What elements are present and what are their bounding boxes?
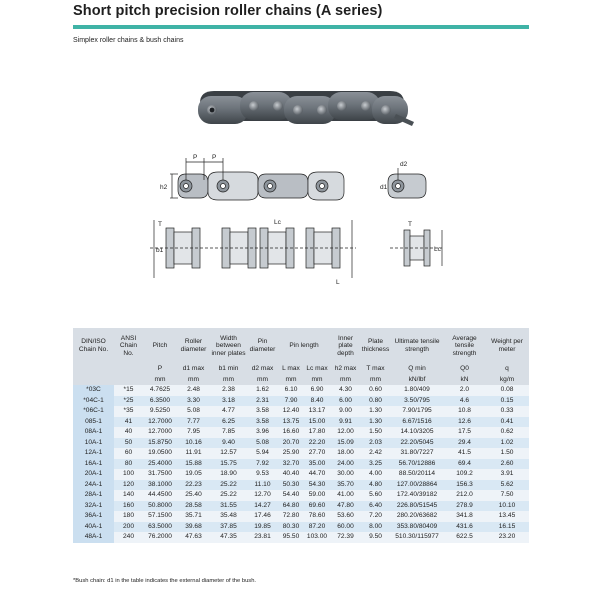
- unit-cell: kN: [444, 374, 485, 385]
- table-cell: 18.90: [210, 469, 247, 480]
- table-cell: 31.55: [210, 501, 247, 512]
- table-cell: 353.80/80409: [390, 522, 444, 533]
- table-cell: 23.81: [247, 532, 278, 543]
- table-cell: 12A-1: [73, 448, 114, 459]
- drawing-label-d2: d2: [400, 161, 408, 168]
- table-cell: 7.20: [361, 511, 390, 522]
- drawing-label-l: L: [336, 279, 340, 286]
- table-cell: 15.75: [210, 459, 247, 470]
- table-cell: 35.71: [177, 511, 210, 522]
- table-cell: 12.40: [278, 406, 304, 417]
- table-cell: 172.40/39182: [390, 490, 444, 501]
- table-cell: 3.91: [485, 469, 529, 480]
- table-cell: 280.20/63682: [390, 511, 444, 522]
- table-cell: 17.46: [247, 511, 278, 522]
- table-cell: 11.91: [177, 448, 210, 459]
- table-cell: 622.5: [444, 532, 485, 543]
- table-cell: 54.40: [278, 490, 304, 501]
- table-cell: 5.08: [177, 406, 210, 417]
- header-width-inner-plates: Width between inner plates: [210, 328, 247, 364]
- table-cell: 47.63: [177, 532, 210, 543]
- table-cell: 88.50/20114: [390, 469, 444, 480]
- table-cell: 29.4: [444, 438, 485, 449]
- table-row: [73, 501, 529, 512]
- table-cell: 31.7500: [143, 469, 177, 480]
- table-cell: 14.10/3205: [390, 427, 444, 438]
- table-cell: 3.50/795: [390, 396, 444, 407]
- symbol-cell: b1 min: [210, 364, 247, 374]
- table-cell: 50.30: [278, 480, 304, 491]
- table-cell: 7.90/1795: [390, 406, 444, 417]
- symbol-cell: T max: [361, 364, 390, 374]
- table-cell: 19.0500: [143, 448, 177, 459]
- symbol-cell: [73, 364, 114, 374]
- table-cell: 3.30: [177, 396, 210, 407]
- unit-cell: [114, 374, 143, 385]
- table-cell: 80: [114, 459, 143, 470]
- table-cell: 3.96: [247, 427, 278, 438]
- table-cell: 25.22: [210, 490, 247, 501]
- table-cell: 085-1: [73, 417, 114, 428]
- table-cell: 4.30: [330, 385, 361, 396]
- table-cell: 1.50: [485, 448, 529, 459]
- table-cell: 7.50: [485, 490, 529, 501]
- drawing-label-pitch: P: [193, 154, 198, 161]
- table-row: [73, 406, 529, 417]
- table-cell: 40.40: [278, 469, 304, 480]
- unit-cell: kg/m: [485, 374, 529, 385]
- table-cell: 64.80: [278, 501, 304, 512]
- table-cell: 510.30/115977: [390, 532, 444, 543]
- table-cell: 6.67/1516: [390, 417, 444, 428]
- table-cell: 2.42: [361, 448, 390, 459]
- unit-cell: mm: [304, 374, 330, 385]
- symbol-cell: h2 max: [330, 364, 361, 374]
- table-cell: 9.00: [330, 406, 361, 417]
- table-cell: 28A-1: [73, 490, 114, 501]
- page-subtitle: Simplex roller chains & bush chains: [73, 37, 184, 44]
- table-cell: 12.7000: [143, 427, 177, 438]
- table-cell: 0.60: [361, 385, 390, 396]
- drawing-label-lc-end: Lc: [434, 246, 441, 253]
- table-cell: 28.58: [177, 501, 210, 512]
- header-din-chain-no: DIN/ISO Chain No.: [73, 328, 114, 364]
- table-cell: 1.50: [361, 427, 390, 438]
- table-cell: 36A-1: [73, 511, 114, 522]
- table-cell: 9.53: [247, 469, 278, 480]
- symbol-cell: d1 max: [177, 364, 210, 374]
- table-cell: 44.4500: [143, 490, 177, 501]
- table-cell: 3.58: [247, 406, 278, 417]
- table-cell: 31.80/7227: [390, 448, 444, 459]
- table-cell: 7.90: [278, 396, 304, 407]
- symbol-cell: [114, 364, 143, 374]
- table-cell: 17.80: [304, 427, 330, 438]
- table-cell: 15.00: [304, 417, 330, 428]
- table-cell: 69.4: [444, 459, 485, 470]
- table-cell: 63.5000: [143, 522, 177, 533]
- page-title: Short pitch precision roller chains (A series): [73, 3, 383, 19]
- table-cell: 17.5: [444, 427, 485, 438]
- table-cell: 6.90: [304, 385, 330, 396]
- table-cell: 0.08: [485, 385, 529, 396]
- table-cell: 25.4000: [143, 459, 177, 470]
- table-cell: 2.38: [210, 385, 247, 396]
- table-cell: 35.00: [304, 459, 330, 470]
- table-cell: 56.70/12886: [390, 459, 444, 470]
- table-cell: 95.50: [278, 532, 304, 543]
- table-cell: 10.8: [444, 406, 485, 417]
- table-cell: 4.77: [210, 406, 247, 417]
- table-cell: 76.2000: [143, 532, 177, 543]
- table-cell: 7.95: [177, 427, 210, 438]
- table-cell: 12.00: [330, 427, 361, 438]
- table-cell: 120: [114, 480, 143, 491]
- table-cell: 5.62: [485, 480, 529, 491]
- table-cell: 240: [114, 532, 143, 543]
- table-cell: 1.62: [247, 385, 278, 396]
- table-cell: 39.68: [177, 522, 210, 533]
- table-cell: 0.62: [485, 427, 529, 438]
- table-cell: 13.45: [485, 511, 529, 522]
- unit-cell: kN/lbf: [390, 374, 444, 385]
- symbol-cell: P: [143, 364, 177, 374]
- table-cell: 200: [114, 522, 143, 533]
- unit-cell: mm: [143, 374, 177, 385]
- table-cell: 10.10: [485, 501, 529, 512]
- table-cell: *25: [114, 396, 143, 407]
- table-cell: 12.7000: [143, 417, 177, 428]
- spec-table: [73, 328, 529, 543]
- symbol-cell: Q min: [390, 364, 444, 374]
- table-cell: 2.03: [361, 438, 390, 449]
- table-cell: 35.48: [210, 511, 247, 522]
- table-cell: 20.70: [278, 438, 304, 449]
- table-row: [73, 490, 529, 501]
- header-inner-plate-depth: Inner plate depth: [330, 328, 361, 364]
- table-cell: 9.50: [361, 532, 390, 543]
- table-cell: 14.27: [247, 501, 278, 512]
- header-pin-length: Pin length: [278, 328, 330, 364]
- table-cell: 103.00: [304, 532, 330, 543]
- table-cell: 1.80/409: [390, 385, 444, 396]
- table-cell: 9.40: [210, 438, 247, 449]
- table-cell: 41: [114, 417, 143, 428]
- table-cell: 23.20: [485, 532, 529, 543]
- title-underline: [73, 25, 529, 29]
- header-plate-thickness: Plate thickness: [361, 328, 390, 364]
- header-ultimate-tensile: Ultimate tensile strength: [390, 328, 444, 364]
- drawing-label-b1: b1: [156, 247, 164, 254]
- table-cell: 19.05: [177, 469, 210, 480]
- table-cell: 4.80: [361, 480, 390, 491]
- table-cell: 4.7625: [143, 385, 177, 396]
- drawing-label-d1: d1: [380, 184, 388, 191]
- table-row: [73, 532, 529, 543]
- table-cell: 22.20/5045: [390, 438, 444, 449]
- table-row: [73, 396, 529, 407]
- table-cell: 3.25: [361, 459, 390, 470]
- drawing-label-t-end: T: [408, 221, 412, 228]
- table-cell: 25.22: [210, 480, 247, 491]
- table-cell: 24.00: [330, 459, 361, 470]
- table-cell: 6.10: [278, 385, 304, 396]
- table-row: [73, 385, 529, 396]
- table-cell: 24A-1: [73, 480, 114, 491]
- symbol-cell: Lc max: [304, 364, 330, 374]
- table-row: [73, 469, 529, 480]
- unit-cell: mm: [210, 374, 247, 385]
- table-cell: 7.77: [177, 417, 210, 428]
- table-row: [73, 417, 529, 428]
- table-cell: 7.85: [210, 427, 247, 438]
- table-cell: 9.5250: [143, 406, 177, 417]
- table-row: [73, 511, 529, 522]
- table-cell: 15.09: [330, 438, 361, 449]
- unit-cell: mm: [177, 374, 210, 385]
- table-cell: 5.60: [361, 490, 390, 501]
- table-cell: 156.3: [444, 480, 485, 491]
- table-cell: 48A-1: [73, 532, 114, 543]
- table-cell: 41.5: [444, 448, 485, 459]
- table-cell: 6.3500: [143, 396, 177, 407]
- table-cell: 0.80: [361, 396, 390, 407]
- table-cell: 12.57: [210, 448, 247, 459]
- table-cell: 100: [114, 469, 143, 480]
- table-cell: 30.00: [330, 469, 361, 480]
- chain-photo: [190, 78, 420, 138]
- header-ansi-chain-no: ANSI Chain No.: [114, 328, 143, 364]
- table-cell: 57.1500: [143, 511, 177, 522]
- table-cell: 50: [114, 438, 143, 449]
- table-cell: 2.48: [177, 385, 210, 396]
- table-cell: *04C-1: [73, 396, 114, 407]
- table-cell: 6.40: [361, 501, 390, 512]
- table-cell: 87.20: [304, 522, 330, 533]
- table-cell: 180: [114, 511, 143, 522]
- table-cell: 80.30: [278, 522, 304, 533]
- table-cell: 10A-1: [73, 438, 114, 449]
- footnote: *Bush chain: d1 in the table indicates the external diameter of the bush.: [73, 578, 257, 584]
- table-row: [73, 427, 529, 438]
- table-cell: 60.00: [330, 522, 361, 533]
- table-cell: 35.70: [330, 480, 361, 491]
- table-cell: *06C-1: [73, 406, 114, 417]
- header-pin-diameter: Pin diameter: [247, 328, 278, 364]
- table-cell: 32.70: [278, 459, 304, 470]
- unit-cell: mm: [247, 374, 278, 385]
- table-row: [73, 448, 529, 459]
- table-cell: 32A-1: [73, 501, 114, 512]
- table-cell: 6.00: [330, 396, 361, 407]
- unit-cell: mm: [361, 374, 390, 385]
- drawing-label-h2: h2: [160, 184, 168, 191]
- drawing-label-t: T: [158, 221, 162, 228]
- table-cell: 2.60: [485, 459, 529, 470]
- header-roller-diameter: Roller diameter: [177, 328, 210, 364]
- table-cell: 78.60: [304, 511, 330, 522]
- table-cell: 9.91: [330, 417, 361, 428]
- table-cell: 12.70: [247, 490, 278, 501]
- table-cell: 37.85: [210, 522, 247, 533]
- table-cell: 5.08: [247, 438, 278, 449]
- table-cell: 1.02: [485, 438, 529, 449]
- table-cell: 72.39: [330, 532, 361, 543]
- table-cell: 0.41: [485, 417, 529, 428]
- table-cell: 16.60: [278, 427, 304, 438]
- unit-cell: mm: [330, 374, 361, 385]
- table-cell: 6.25: [210, 417, 247, 428]
- table-cell: 10.16: [177, 438, 210, 449]
- table-cell: 16A-1: [73, 459, 114, 470]
- table-cell: 22.20: [304, 438, 330, 449]
- table-cell: 72.80: [278, 511, 304, 522]
- symbol-cell: q: [485, 364, 529, 374]
- table-cell: 12.6: [444, 417, 485, 428]
- table-cell: 278.9: [444, 501, 485, 512]
- table-cell: 3.18: [210, 396, 247, 407]
- table-cell: 25.40: [177, 490, 210, 501]
- table-cell: 16.15: [485, 522, 529, 533]
- table-cell: 40: [114, 427, 143, 438]
- table-cell: 4.6: [444, 396, 485, 407]
- table-cell: 69.60: [304, 501, 330, 512]
- table-cell: 8.00: [361, 522, 390, 533]
- drawing-label-pitch: P: [212, 154, 217, 161]
- table-cell: 431.6: [444, 522, 485, 533]
- symbol-cell: L max: [278, 364, 304, 374]
- table-row: [73, 480, 529, 491]
- table-cell: 1.30: [361, 417, 390, 428]
- table-cell: *03C: [73, 385, 114, 396]
- table-cell: 127.00/28864: [390, 480, 444, 491]
- table-cell: 50.8000: [143, 501, 177, 512]
- unit-cell: mm: [278, 374, 304, 385]
- table-cell: 2.0: [444, 385, 485, 396]
- table-row: [73, 438, 529, 449]
- table-cell: 0.33: [485, 406, 529, 417]
- table-cell: 341.8: [444, 511, 485, 522]
- table-cell: 5.94: [247, 448, 278, 459]
- table-cell: 2.31: [247, 396, 278, 407]
- table-cell: 13.17: [304, 406, 330, 417]
- table-cell: 22.23: [177, 480, 210, 491]
- table-cell: 25.90: [278, 448, 304, 459]
- table-cell: 212.0: [444, 490, 485, 501]
- table-cell: 1.30: [361, 406, 390, 417]
- drawing-label-lc: Lc: [274, 219, 281, 226]
- chain-technical-drawing: [130, 150, 460, 295]
- table-cell: 7.92: [247, 459, 278, 470]
- header-pitch: Pitch: [143, 328, 177, 364]
- table-cell: 18.00: [330, 448, 361, 459]
- table-cell: *15: [114, 385, 143, 396]
- table-cell: 160: [114, 501, 143, 512]
- header-weight-per-meter: Weight per meter: [485, 328, 529, 364]
- table-row: [73, 522, 529, 533]
- table-cell: 38.1000: [143, 480, 177, 491]
- table-cell: 20A-1: [73, 469, 114, 480]
- table-cell: 3.58: [247, 417, 278, 428]
- table-row: [73, 459, 529, 470]
- table-cell: 53.60: [330, 511, 361, 522]
- table-cell: 15.8750: [143, 438, 177, 449]
- table-cell: 13.75: [278, 417, 304, 428]
- table-cell: 44.70: [304, 469, 330, 480]
- table-cell: 41.00: [330, 490, 361, 501]
- header-average-tensile: Average tensile strength: [444, 328, 485, 364]
- table-cell: 0.15: [485, 396, 529, 407]
- table-cell: 140: [114, 490, 143, 501]
- table-cell: *35: [114, 406, 143, 417]
- symbol-cell: Q0: [444, 364, 485, 374]
- table-cell: 08A-1: [73, 427, 114, 438]
- table-cell: 40A-1: [73, 522, 114, 533]
- table-cell: 11.10: [247, 480, 278, 491]
- table-cell: 8.40: [304, 396, 330, 407]
- table-cell: 109.2: [444, 469, 485, 480]
- table-cell: 4.00: [361, 469, 390, 480]
- table-cell: 15.88: [177, 459, 210, 470]
- unit-cell: [73, 374, 114, 385]
- table-cell: 27.70: [304, 448, 330, 459]
- symbol-cell: d2 max: [247, 364, 278, 374]
- table-cell: 60: [114, 448, 143, 459]
- table-cell: 19.85: [247, 522, 278, 533]
- table-cell: 226.80/51545: [390, 501, 444, 512]
- table-cell: 59.00: [304, 490, 330, 501]
- table-cell: 54.30: [304, 480, 330, 491]
- table-cell: 47.35: [210, 532, 247, 543]
- table-cell: 47.80: [330, 501, 361, 512]
